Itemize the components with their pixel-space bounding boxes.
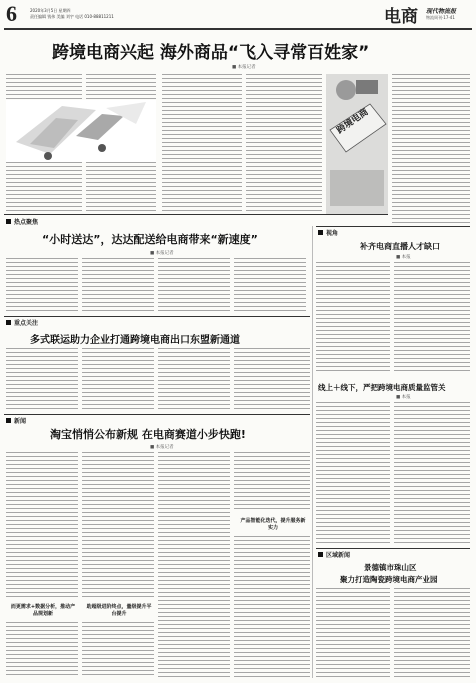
- lead-bottom-rule: [4, 214, 388, 215]
- news-text-col-1b: [6, 622, 78, 678]
- focus-text-col-1: [6, 348, 78, 412]
- region-headline-line2: 聚力打造陶瓷跨境电商产业园: [340, 575, 438, 584]
- region-text-col-2: [394, 588, 470, 678]
- hotspot-headline: “小时送达”，达达配送给电商带来“新速度”: [42, 233, 258, 246]
- focus-text-col-2: [82, 348, 154, 412]
- editor-info: 责任编辑 钱伟 美编 刘宇 电话 010-88811211: [30, 14, 114, 19]
- lead-photo: [6, 100, 156, 162]
- hotspot-text-col-1: [6, 258, 78, 314]
- observe-section-label: 视角: [318, 228, 338, 237]
- subheading-data-analysis: 而更需求+数据分析，推动产品规划新: [10, 604, 76, 617]
- masthead-rule: [4, 28, 472, 30]
- section-name: 电商: [384, 7, 418, 27]
- section-marker-icon: [6, 320, 11, 325]
- news-text-col-4a: [234, 452, 310, 512]
- news-section-label: 新闻: [6, 416, 26, 425]
- section-marker-icon: [318, 552, 323, 557]
- hotspot-text-col-4: [234, 258, 306, 314]
- region-text-col-1: [316, 588, 390, 678]
- observe-text-col-1: [316, 262, 390, 374]
- news-text-col-3: [158, 452, 230, 678]
- section-marker-icon: [6, 418, 11, 423]
- lead-text-col-3: [162, 74, 242, 211]
- photo-caption-stamp: 跨境电商: [335, 107, 371, 137]
- observe-text-col-2: [394, 262, 470, 374]
- lead-text-col-5: [392, 74, 470, 224]
- subheading-smart-iteration: 产品智能化迭代，提升服务新实力: [240, 518, 306, 531]
- news-text-col-2b: [82, 622, 154, 678]
- lead-text-col-4: [246, 74, 322, 211]
- focus-headline: 多式联运助力企业打通跨境电商出口东盟新通道: [30, 335, 240, 346]
- focus-top-rule: [4, 316, 310, 317]
- online-byline: ■ 本报: [396, 395, 411, 400]
- focus-section-label: 重点关注: [6, 318, 38, 327]
- online-text-col-1: [316, 402, 390, 544]
- paper-subtitle: 物流周刊·17-41: [426, 15, 455, 20]
- hotspot-section-label: 热点聚焦: [6, 217, 38, 226]
- news-text-col-1: [6, 452, 78, 600]
- observe-headline: 补齐电商直播人才缺口: [360, 242, 440, 251]
- news-headline: 淘宝悄悄公布新规 在电商赛道小步快跑!: [50, 428, 246, 441]
- focus-text-col-4: [234, 348, 310, 412]
- online-headline: 线上＋线下，严把跨境电商质量监管关: [318, 383, 446, 392]
- news-byline: ■ 本报记者: [150, 445, 174, 450]
- subheading-platform-upgrade: 助超级进阶终点，量级提升平台提升: [86, 604, 152, 617]
- focus-text-col-3: [158, 348, 230, 412]
- region-section-label: 区域新闻: [318, 550, 350, 559]
- shopping-cart-illustration: [6, 100, 156, 162]
- observe-top-rule: [316, 226, 470, 227]
- news-text-col-2: [82, 452, 154, 598]
- issue-date: 2020年3月5日 星期四: [30, 8, 71, 13]
- page-number: 6: [6, 1, 17, 26]
- lead-byline: ■ 本报记者: [232, 65, 256, 70]
- hotspot-text-col-3: [158, 258, 230, 314]
- parcel-illustration: [326, 74, 388, 214]
- section-marker-icon: [318, 230, 323, 235]
- observe-byline: ■ 本报: [396, 255, 411, 260]
- region-headline-line1: 景德镇市珠山区: [364, 563, 417, 572]
- paper-name: 现代物流报: [426, 8, 457, 15]
- column-divider: [312, 226, 313, 678]
- cross-border-photo: [326, 74, 388, 214]
- lead-headline: 跨境电商兴起 海外商品“飞入寻常百姓家”: [52, 43, 370, 63]
- section-marker-icon: [6, 219, 11, 224]
- online-text-col-2: [394, 402, 470, 544]
- news-top-rule: [4, 414, 310, 415]
- region-top-rule: [316, 548, 470, 549]
- news-text-col-4b: [234, 536, 310, 678]
- masthead: [0, 0, 476, 32]
- hotspot-text-col-2: [82, 258, 154, 314]
- hotspot-byline: ■ 本报记者: [150, 251, 174, 256]
